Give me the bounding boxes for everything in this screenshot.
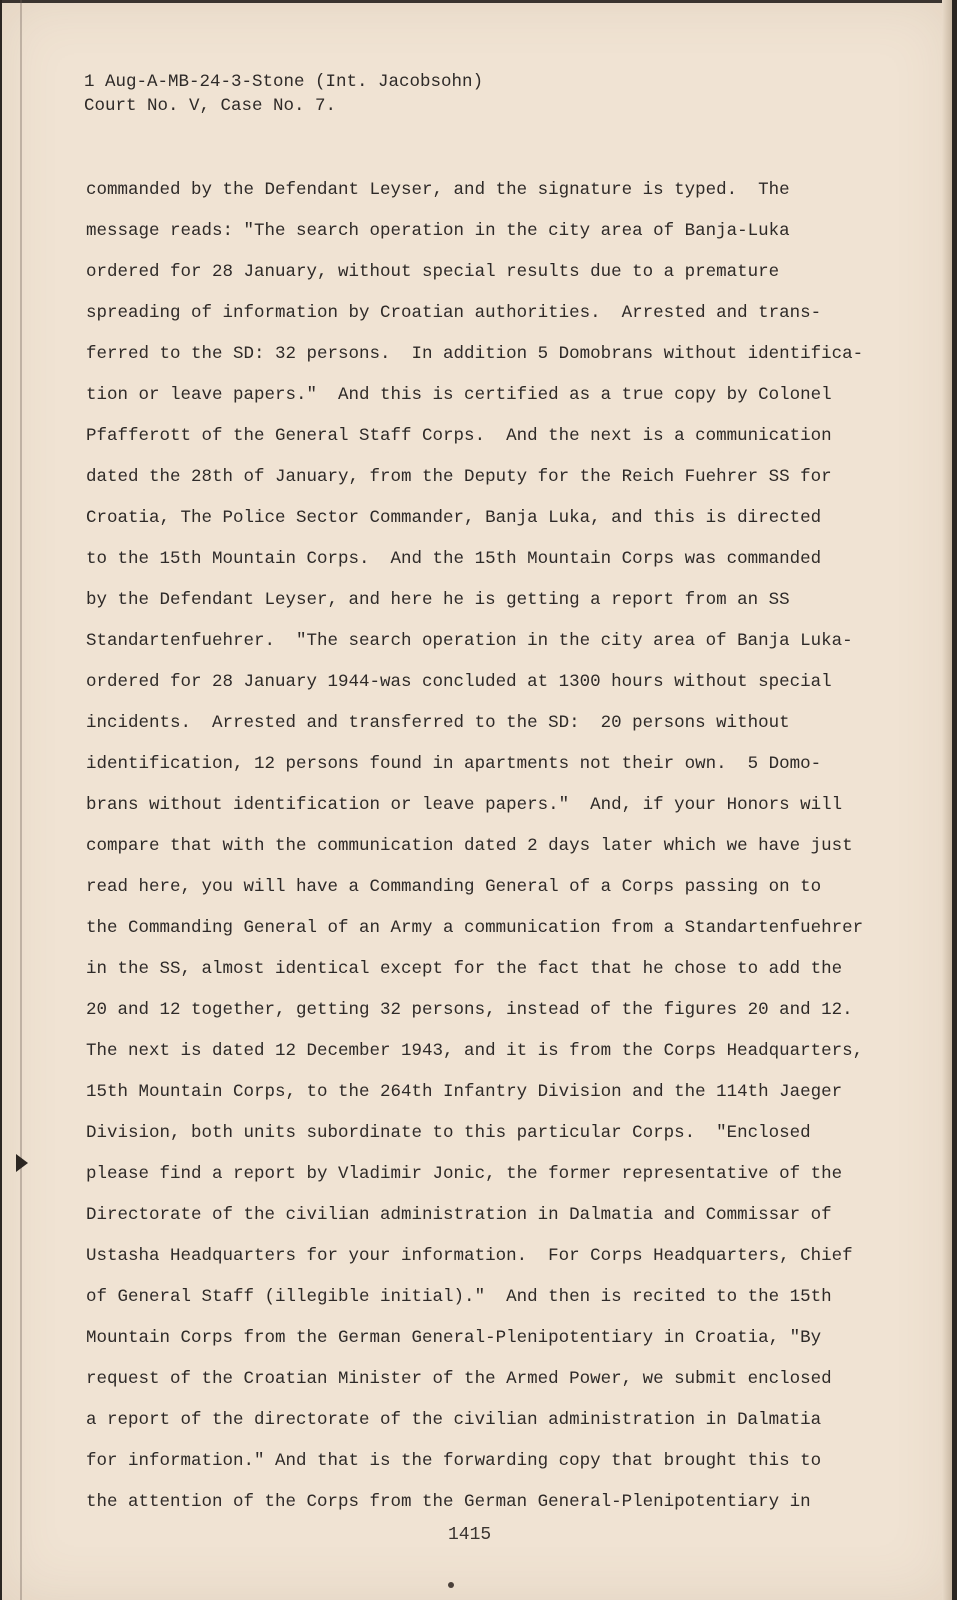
page-right-edge: [942, 0, 952, 1600]
text-line: brans without identification or leave papers." And, if your Honors will: [86, 795, 843, 815]
punch-hole-mark: [16, 1154, 28, 1172]
text-line: ordered for 28 January, without special results due to a premature: [86, 262, 780, 282]
text-line: Pfafferott of the General Staff Corps. And the next is a communication: [86, 426, 832, 446]
header-reference-line: 1 Aug-A-MB-24-3-Stone (Int. Jacobsohn): [84, 72, 484, 92]
text-line: request of the Croatian Minister of the Armed Power, we submit enclosed: [86, 1369, 832, 1389]
text-line: Croatia, The Police Sector Commander, Banja Luka, and this is directed: [86, 508, 822, 528]
text-line: tion or leave papers." And this is certified as a true copy by Colonel: [86, 385, 832, 405]
text-line: Mountain Corps from the German General-Plenipotentiary in Croatia, "By: [86, 1328, 822, 1348]
text-line: Division, both units subordinate to this particular Corps. "Enclosed: [86, 1123, 811, 1143]
text-line: identification, 12 persons found in apartments not their own. 5 Domo-: [86, 754, 822, 774]
text-line: Ustasha Headquarters for your information. For Corps Headquarters, Chief: [86, 1246, 853, 1266]
text-line: read here, you will have a Commanding General of a Corps passing on to: [86, 877, 822, 897]
document-page: [2, 0, 952, 1600]
text-line: Standartenfuehrer. "The search operation in the city area of Banja Luka-: [86, 631, 853, 651]
text-line: please find a report by Vladimir Jonic, the former representative of the: [86, 1164, 843, 1184]
text-line: the attention of the Corps from the German General-Plenipotentiary in: [86, 1492, 811, 1512]
binding-fold-line: [20, 0, 22, 1600]
text-line: ferred to the SD: 32 persons. In addition 5 Domobrans without identifica-: [86, 344, 864, 364]
text-line: commanded by the Defendant Leyser, and the signature is typed. The: [86, 180, 790, 200]
text-line: spreading of information by Croatian authorities. Arrested and trans-: [86, 303, 822, 323]
text-line: to the 15th Mountain Corps. And the 15th Mountain Corps was commanded: [86, 549, 822, 569]
text-line: The next is dated 12 December 1943, and it is from the Corps Headquarters,: [86, 1041, 864, 1061]
text-line: of General Staff (illegible initial)." And then is recited to the 15th: [86, 1287, 832, 1307]
text-line: Directorate of the civilian administration in Dalmatia and Commissar of: [86, 1205, 832, 1225]
text-line: message reads: "The search operation in the city area of Banja-Luka: [86, 221, 790, 241]
text-line: incidents. Arrested and transferred to the SD: 20 persons without: [86, 713, 790, 733]
document-header: [84, 70, 483, 118]
ink-dot-mark: [448, 1582, 454, 1588]
text-line: compare that with the communication dated 2 days later which we have just: [86, 836, 853, 856]
page-top-edge: [2, 0, 952, 3]
header-court-line: Court No. V, Case No. 7.: [84, 96, 337, 116]
text-line: a report of the directorate of the civilian administration in Dalmatia: [86, 1410, 822, 1430]
text-line: for information." And that is the forwarding copy that brought this to: [86, 1451, 822, 1471]
text-line: dated the 28th of January, from the Deputy for the Reich Fuehrer SS for: [86, 467, 832, 487]
text-line: 15th Mountain Corps, to the 264th Infantry Division and the 114th Jaeger: [86, 1082, 843, 1102]
page-number: 1415: [448, 1525, 492, 1545]
text-line: in the SS, almost identical except for the fact that he chose to add the: [86, 959, 843, 979]
text-line: 20 and 12 together, getting 32 persons, instead of the figures 20 and 12.: [86, 1000, 853, 1020]
transcript-body: [86, 170, 866, 1523]
text-line: by the Defendant Leyser, and here he is getting a report from an SS: [86, 590, 790, 610]
text-line: ordered for 28 January 1944-was concluded at 1300 hours without special: [86, 672, 832, 692]
text-line: the Commanding General of an Army a communication from a Standartenfuehrer: [86, 918, 864, 938]
